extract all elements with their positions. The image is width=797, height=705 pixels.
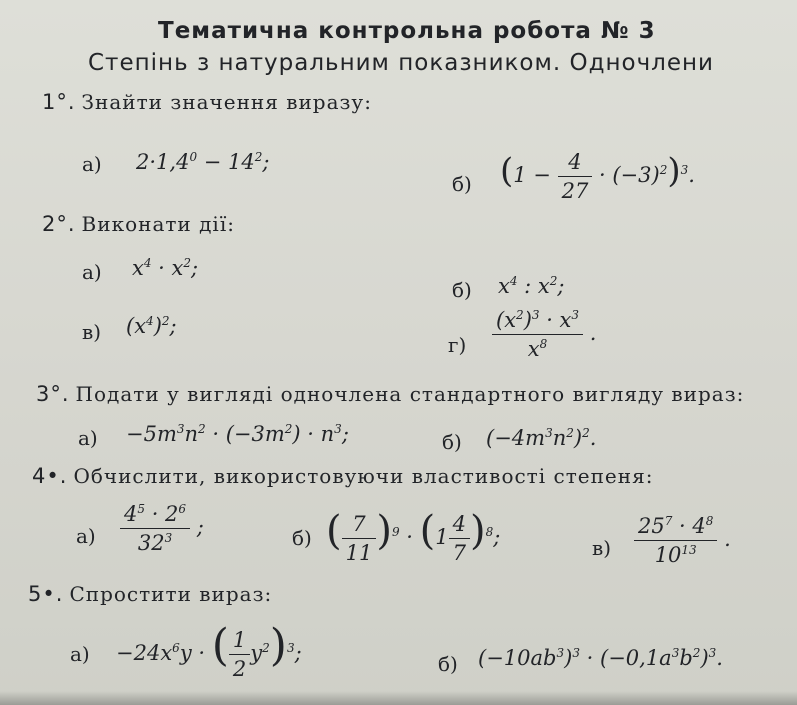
- item-label: б): [452, 172, 472, 196]
- page-subtitle: Степінь з натуральним показником. Одночлени: [88, 50, 715, 76]
- task-4: [32, 464, 653, 488]
- expression-4b: ( $\frac{7}{11}$ )$^9$ · (1 $\frac{4}{7}$ )$^8$;: [326, 508, 501, 565]
- item-label: а): [82, 152, 102, 176]
- expression-3b: $(-4m^3n^2)^2$.: [486, 426, 597, 450]
- task-3: [36, 382, 744, 406]
- expression-2d: $\frac{(x^2)^3 \cdot x^3}{x^8}$ .: [492, 308, 596, 361]
- task-text: Знайти значення виразу:: [81, 90, 372, 114]
- expression-4c: $\frac{25^7 \cdot 4^8}{10^{13}}$ .: [634, 514, 731, 567]
- item-label: б): [442, 430, 462, 454]
- item-label: б): [452, 278, 472, 302]
- task-1: [42, 90, 372, 114]
- task-text: Спростити вираз:: [69, 582, 273, 606]
- expression-1a: $2\cdot 1,4^0 - 14^2$;: [136, 150, 270, 174]
- expression-1b: (1 − $\frac{4}{27}$ · $(-3)^2)^3$.: [500, 150, 695, 203]
- expression-2b: $x^4$ : $x^2$;: [498, 274, 565, 298]
- item-label: а): [82, 260, 102, 284]
- expression-5b: $(-10ab^3)^3 \cdot (-0,1a^3b^2)^3$.: [478, 646, 723, 670]
- page-edge-shadow: [0, 691, 797, 705]
- task-text: Обчислити, використовуючи властивості степеня:: [73, 464, 654, 488]
- expression-4a: $\frac{4^5 \cdot 2^6}{32^3}$ ;: [120, 502, 204, 555]
- task-2: [42, 212, 235, 236]
- item-label: г): [448, 333, 467, 357]
- expression-2c: $(x^4)^2$;: [126, 314, 177, 338]
- task-5: [28, 582, 272, 606]
- item-label: а): [78, 426, 98, 450]
- expression-5a: $-24x^6y$ · ( $\frac{1}{2}$ $y^2)^3$;: [116, 620, 302, 681]
- item-label: в): [592, 536, 612, 560]
- page-title: Тематична контрольна робота № 3: [158, 18, 656, 44]
- item-label: б): [438, 652, 458, 676]
- task-text: Виконати дії:: [81, 212, 235, 236]
- task-text: Подати у вигляді одночлена стандартного вигляду вираз:: [75, 382, 745, 406]
- expression-3a: $-5m^3n^2 \cdot (-3m^2) \cdot n^3$;: [126, 422, 349, 446]
- task-number: 2°.: [42, 212, 76, 236]
- expression-2a: $x^4 \cdot x^2$;: [132, 256, 199, 280]
- task-number: 4•.: [32, 464, 68, 488]
- task-number: 1°.: [42, 90, 76, 114]
- item-label: б): [292, 526, 312, 550]
- item-label: а): [76, 524, 96, 548]
- task-number: 3°.: [36, 382, 70, 406]
- item-label: а): [70, 642, 90, 666]
- item-label: в): [82, 320, 102, 344]
- task-number: 5•.: [28, 582, 64, 606]
